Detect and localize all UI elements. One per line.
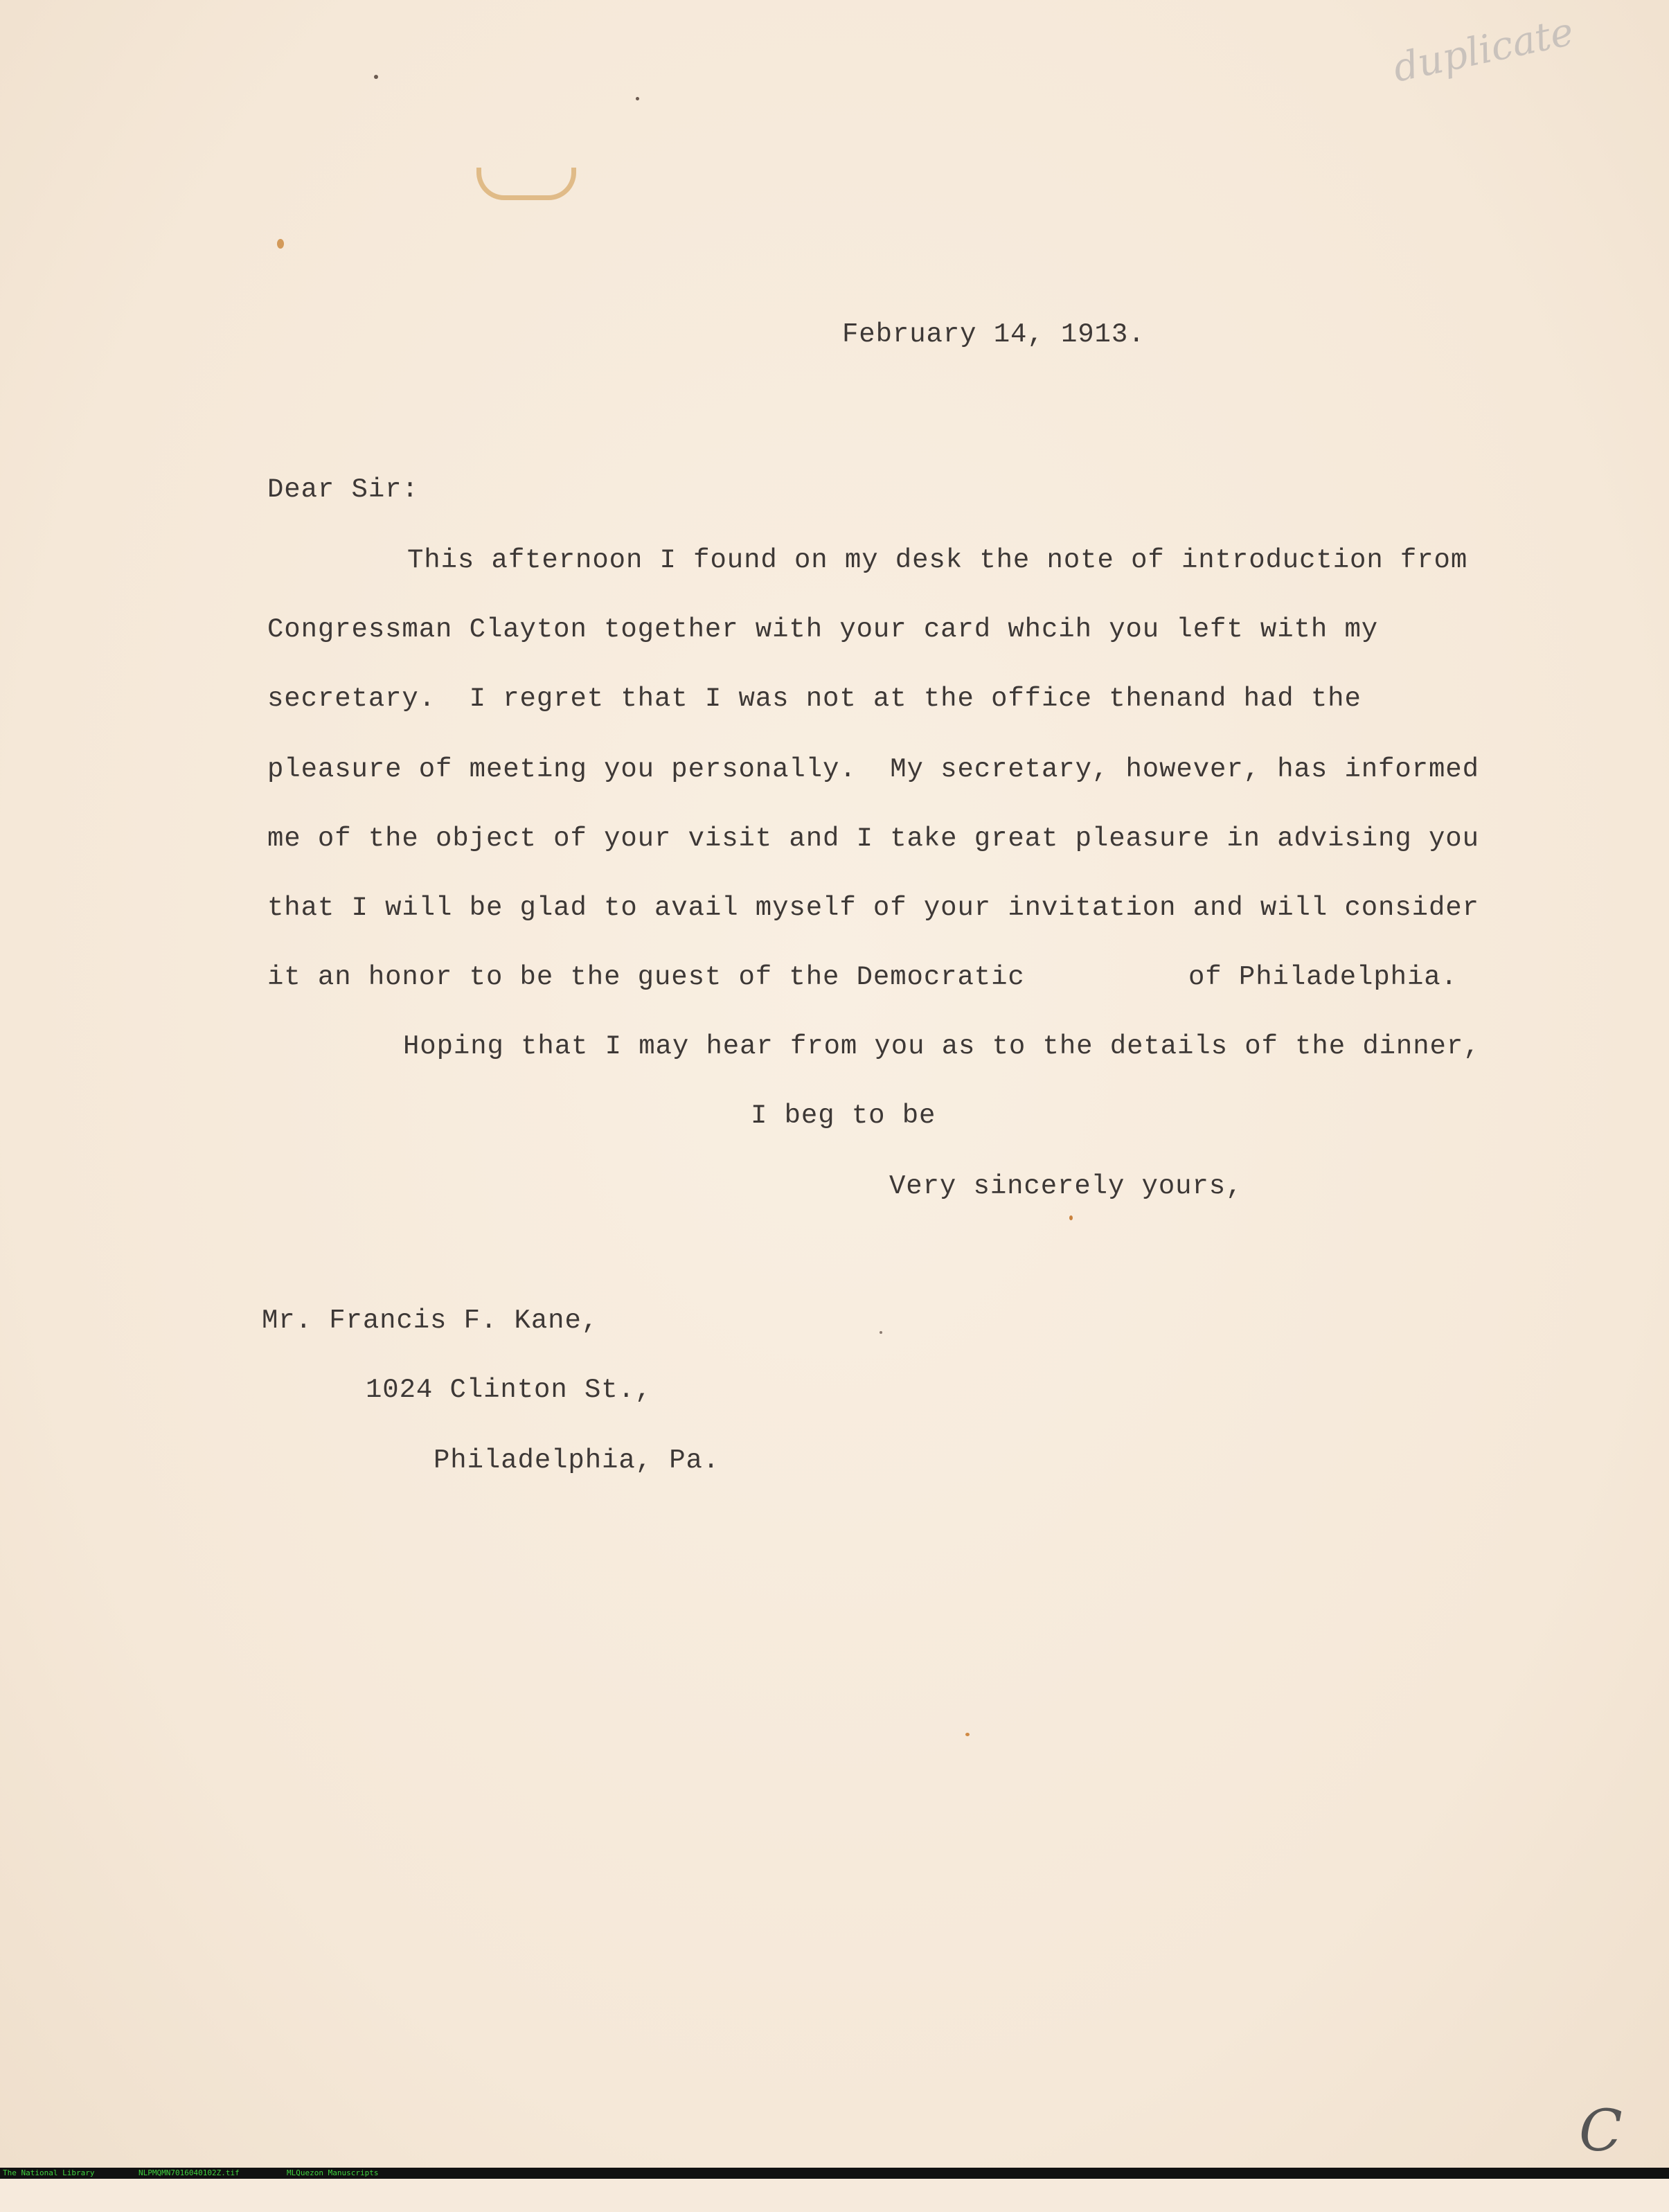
address-line: 1024 Clinton St., (366, 1375, 652, 1405)
footer-library: The National Library (3, 2168, 95, 2177)
footer-collection: MLQuezon Manuscripts (287, 2168, 379, 2177)
speck (636, 97, 639, 100)
address-line: Mr. Francis F. Kane, (262, 1305, 599, 1336)
stain-mark (476, 168, 576, 200)
footer-filename: NLPMQMN7016040102Z.tif (139, 2168, 240, 2177)
address-line: Philadelphia, Pa. (434, 1445, 720, 1476)
speck (277, 239, 284, 249)
handwritten-initial: C (1579, 2098, 1623, 2164)
archive-footer (0, 2168, 1669, 2179)
body-line: it an honor to be the guest of the Democratic (267, 962, 1025, 992)
body-line: of Philadelphia. (1188, 962, 1458, 992)
body-line: secretary. I regret that I was not at the office thenand had the (267, 684, 1362, 714)
speck (965, 1733, 970, 1736)
body-line: pleasure of meeting you personally. My secretary, however, has informed (267, 754, 1479, 785)
closing: Very sincerely yours, (889, 1171, 1243, 1202)
speck (1069, 1215, 1073, 1220)
body-line: that I will be glad to avail myself of your invitation and will consider (267, 893, 1479, 923)
body-line: Hoping that I may hear from you as to the details of the dinner, (403, 1031, 1481, 1062)
body-line: I beg to be (751, 1100, 936, 1131)
handwritten-duplicate-note: duplicate (1389, 9, 1578, 91)
body-line: Congressman Clayton together with your card whcih you left with my (267, 614, 1379, 645)
body-line: me of the object of your visit and I take great pleasure in advising you (267, 823, 1479, 854)
speck (880, 1331, 882, 1334)
speck (374, 75, 378, 79)
salutation: Dear Sir: (267, 474, 419, 505)
letter-date: February 14, 1913. (842, 319, 1145, 350)
body-line: This afternoon I found on my desk the note of introduction from (407, 545, 1468, 576)
